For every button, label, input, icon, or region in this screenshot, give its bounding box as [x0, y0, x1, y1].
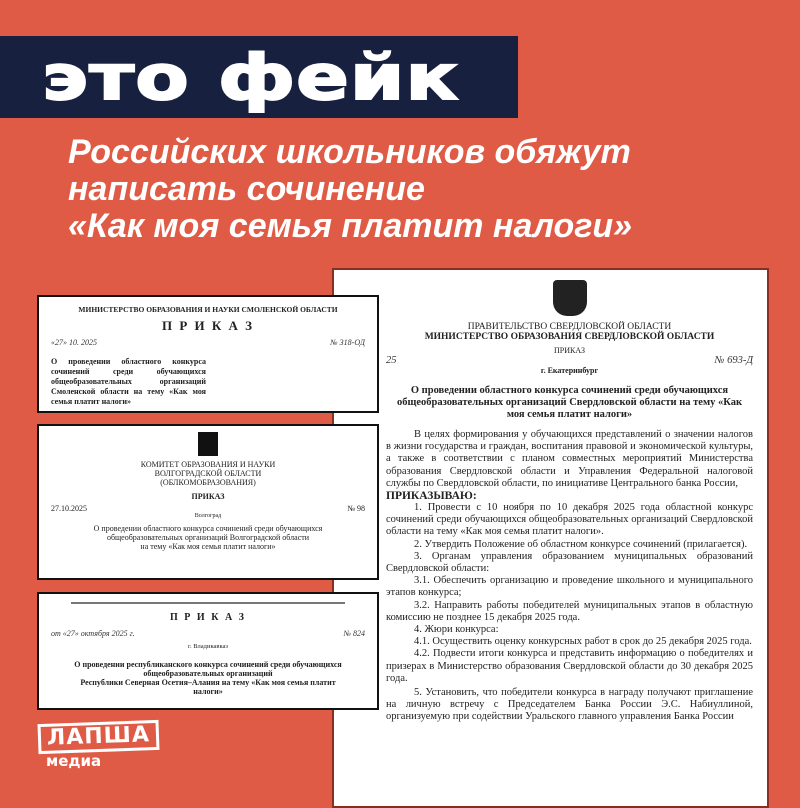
doc-number: № 693-Д	[714, 355, 753, 366]
doc-number: № 98	[347, 504, 365, 513]
doc-item: 4. Жюри конкурса:	[414, 624, 499, 636]
doc-org: МИНИСТЕРСТВО ОБРАЗОВАНИЯ СВЕРДЛОВСКОЙ ОБЛАСТИ	[424, 332, 715, 342]
doc-item: 2. Утвердить Положение об областном конкурсе сочинений (прилагается).	[414, 538, 748, 550]
document-sverdlovsk	[332, 268, 769, 808]
doc-gov: ПРАВИТЕЛЬСТВО СВЕРДЛОВСКОЙ ОБЛАСТИ	[467, 322, 672, 332]
logo-name: ЛАПША	[38, 720, 160, 754]
doc-number: № 318-ОД	[330, 338, 365, 347]
doc-type: ПРИКАЗ	[554, 346, 585, 355]
doc-date: 25	[386, 355, 397, 366]
doc-date: «27» 10. 2025	[51, 338, 97, 347]
document-volgograd	[37, 424, 379, 580]
coat-of-arms-icon	[553, 280, 587, 316]
logo-sub: медиа	[46, 752, 102, 770]
doc-item: 3.2. Направить работы победителей муниципальных этапов в областную комиссию не позднее 15 декабря 2025 года.	[386, 599, 753, 623]
doc-subject: на тему «Как моя семья платит налоги»	[140, 542, 276, 551]
doc-org: МИНИСТЕРСТВО ОБРАЗОВАНИЯ И НАУКИ СМОЛЕНСКОЙ ОБЛАСТИ	[78, 305, 338, 314]
fake-banner	[0, 36, 518, 118]
doc-date: 27.10.2025	[51, 504, 87, 513]
doc-item: 1. Провести с 10 ноября по 10 декабря 2025 года областной конкурс сочинений среди обучающихся общеобразовательных организаций Свердловской области на тему «Как моя семья платит налоги».	[386, 502, 753, 538]
divider	[71, 602, 345, 604]
doc-subject: О проведении областного конкурса сочинений среди обучающихся общеобразовательных организаций Смоленской области на тему «Как моя семья платит налоги»	[51, 357, 206, 406]
doc-subject: О проведении областного конкурса сочинений среди обучающихся	[93, 524, 323, 533]
doc-item: 4.2. Подвести итоги конкурса и представить информацию о победителях и призерах в Министерство образования Свердловской области до 30 декабря 2025 года.	[386, 648, 753, 684]
doc-type: ПРИКАЗ	[191, 492, 225, 501]
doc-type: П Р И К А З	[170, 612, 246, 623]
doc-org: КОМИТЕТ ОБРАЗОВАНИЯ И НАУКИ	[140, 460, 276, 469]
doc-city: г. Владикавказ	[188, 643, 228, 650]
doc-intro: В целях формирования у обучающихся представлений о значении налогов в жизни государства и граждан, воспитания правовой и экономической культуры, а также в соответствии с планом совместных мероприятий Министерства образования Свердловской области и Управления Федеральной налоговой службы по Свердловской области, по инициативе Центрального банка России,	[386, 429, 753, 489]
doc-city: Волгоград	[194, 513, 222, 519]
doc-subject: Республики Северная Осетия–Алания на тему «Как моя семья платит	[80, 678, 336, 687]
doc-subject: налоги»	[193, 687, 223, 696]
banner-title: это фейк	[42, 40, 460, 114]
doc-number: № 824	[343, 629, 365, 638]
doc-item: 3. Органам управления образованием муниципальных образований Свердловской области:	[386, 550, 753, 575]
document-smolensk	[37, 295, 379, 413]
doc-city: г. Екатеринбург	[540, 366, 599, 375]
headline-line: «Как моя семья платит налоги»	[68, 207, 633, 245]
doc-item: 5. Установить, что победители конкурса в награду получают приглашение на личную встречу с Председателем Банка России Э.С. Набиуллиной, организуемую при содействии Уральского главного управления Банка России	[386, 687, 753, 723]
doc-order: ПРИКАЗЫВАЮ:	[386, 490, 477, 503]
coat-of-arms-icon	[198, 432, 218, 456]
doc-subject: общеобразовательных организаций	[143, 669, 273, 678]
doc-subject: О проведении республиканского конкурса сочинений среди обучающихся	[74, 660, 342, 669]
headline-line: Российских школьников обяжут	[68, 133, 631, 171]
headline-line: написать сочинение	[68, 170, 425, 208]
document-north-ossetia	[37, 592, 379, 710]
doc-org: ВОЛГОГРАДСКОЙ ОБЛАСТИ	[154, 469, 262, 478]
headline	[68, 134, 632, 245]
doc-type: П Р И К А З	[161, 318, 255, 333]
doc-subject: О проведении областного конкурса сочинений среди обучающихся общеобразовательных организаций Свердловской области на тему «Как моя семья платит налоги»	[396, 385, 742, 420]
doc-date: от «27» октября 2025 г.	[51, 629, 135, 638]
lapsha-media-logo	[38, 722, 159, 770]
doc-item: 3.1. Обеспечить организацию и проведение школьного и муниципального этапов конкурса;	[386, 575, 753, 599]
doc-item: 4.1. Осуществить оценку конкурсных работ в срок до 25 декабря 2025 года.	[414, 636, 752, 648]
doc-subject: общеобразовательных организаций Волгоградской области	[106, 533, 310, 542]
doc-org: (ОБЛКОМОБРАЗОВАНИЯ)	[160, 478, 256, 487]
